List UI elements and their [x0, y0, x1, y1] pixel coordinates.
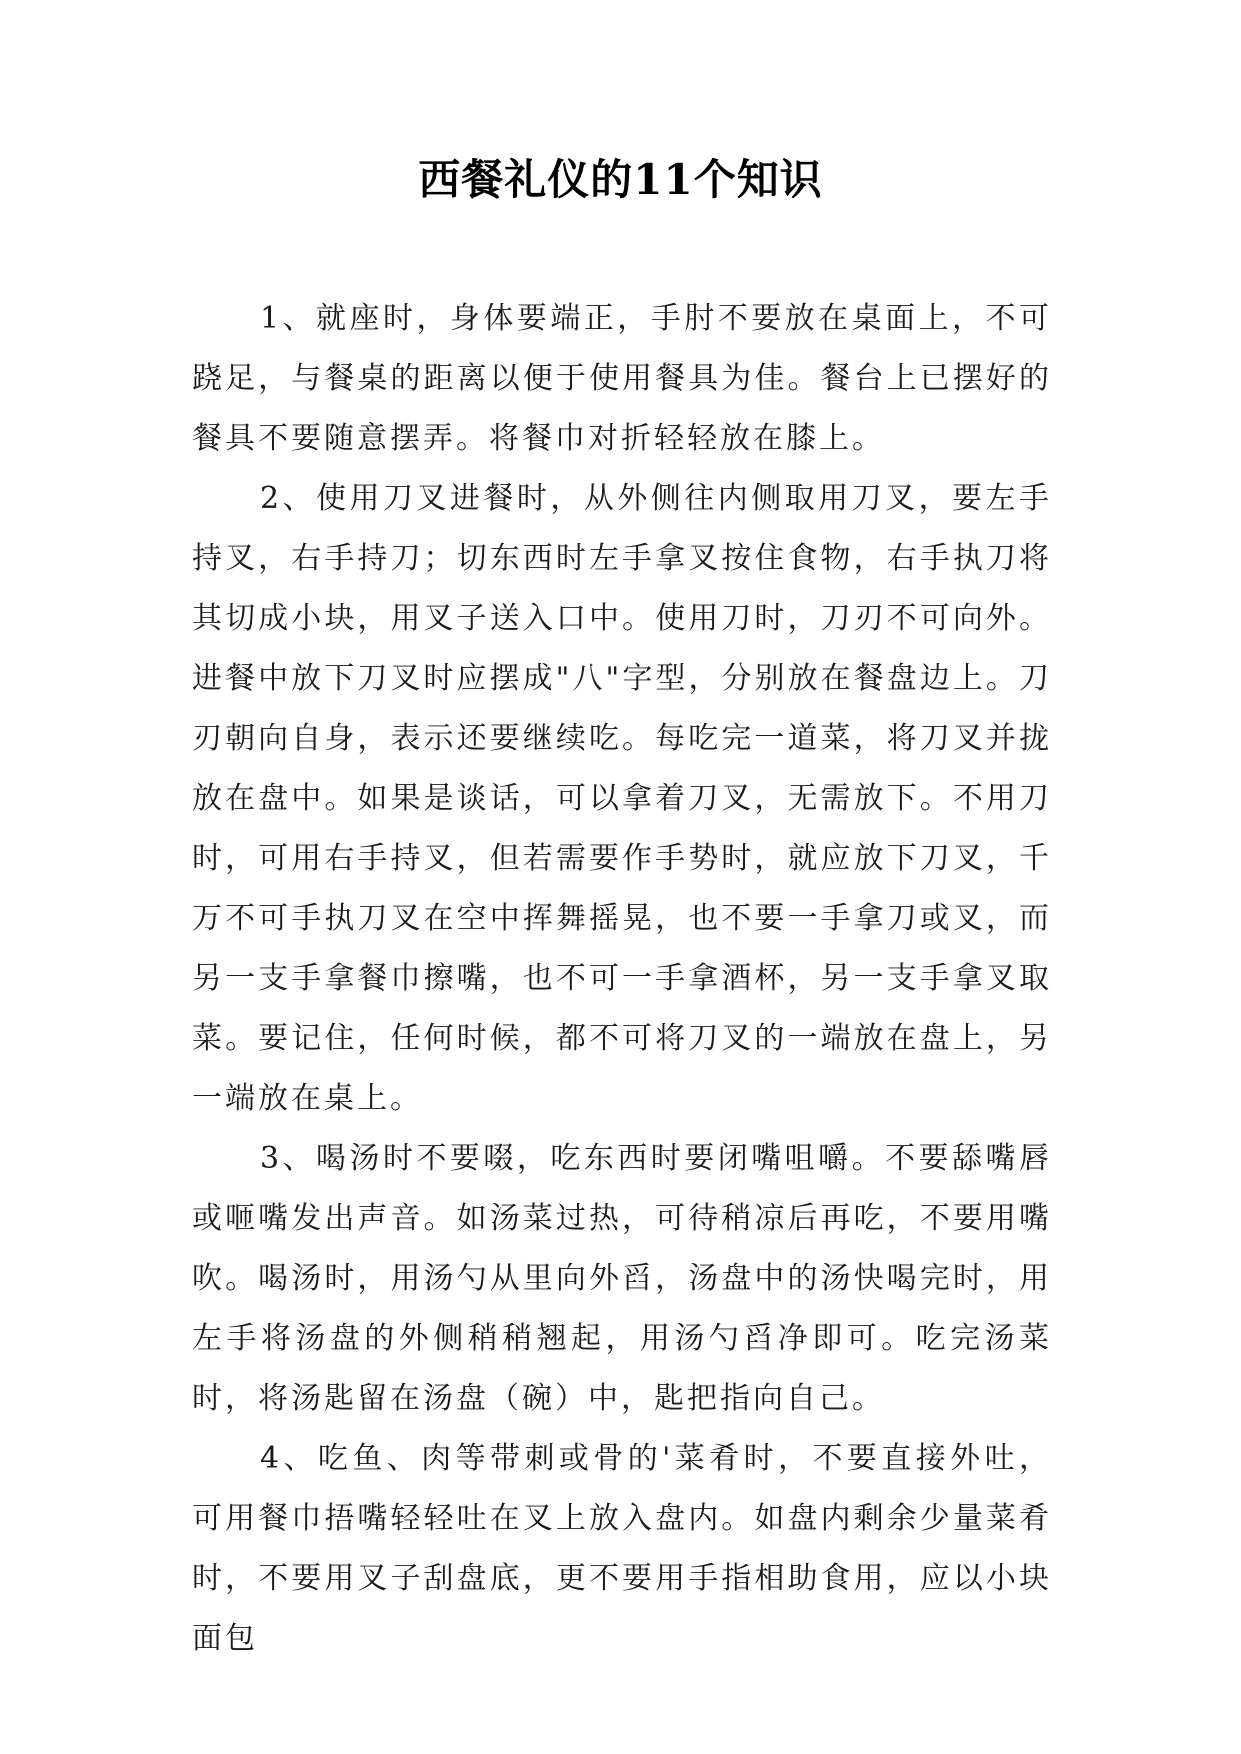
paragraph-3: 3、喝汤时不要啜，吃东西时要闭嘴咀嚼。不要舔嘴唇或咂嘴发出声音。如汤菜过热，可待稍凉后再吃，不要用嘴吹。喝汤时，用汤勺从里向外舀，汤盘中的汤快喝完时，用左手将汤盘的外侧稍稍翘起，用汤勺舀净即可。吃完汤菜时，将汤匙留在汤盘（碗）中，匙把指向自己。 [192, 1141, 1052, 1416]
paragraph-2: 2、使用刀叉进餐时，从外侧往内侧取用刀叉，要左手持叉，右手持刀；切东西时左手拿叉按住食物，右手执刀将其切成小块，用叉子送入口中。使用刀时，刀刃不可向外。进餐中放下刀叉时应摆成"八"字型，分别放在餐盘边上。刀刃朝向自身，表示还要继续吃。每吃完一道菜，将刀叉并拢放在盘中。如果是谈话，可以拿着刀叉，无需放下。不用刀时，可用右手持叉，但若需要作手势时，就应放下刀叉，千万不可手执刀叉在空中挥舞摇晃，也不要一手拿刀或叉，而另一支手拿餐巾擦嘴，也不可一手拿酒杯，另一支手拿叉取菜。要记住，任何时候，都不可将刀叉的一端放在盘上，另一端放在桌上。 [192, 481, 1052, 1116]
page-title: 西餐礼仪的11个知识 [418, 155, 823, 204]
paragraph-4: 4、吃鱼、肉等带刺或骨的'菜肴时，不要直接外吐，可用餐巾捂嘴轻轻吐在叉上放入盘内。如盘内剩余少量菜肴时，不要用叉子刮盘底，更不要用手指相助食用，应以小块面包 [192, 1441, 1052, 1656]
document-body [192, 289, 1052, 1669]
paragraph-1: 1、就座时，身体要端正，手肘不要放在桌面上，不可跷足，与餐桌的距离以便于使用餐具为佳。餐台上已摆好的餐具不要随意摆弄。将餐巾对折轻轻放在膝上。 [192, 301, 1052, 456]
